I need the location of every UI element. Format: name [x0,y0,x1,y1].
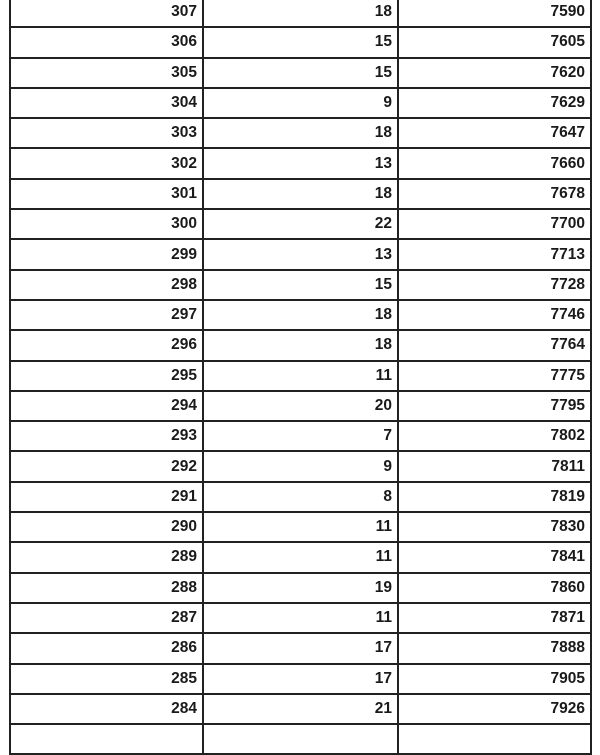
cell-col-2[interactable]: 7 [203,421,398,451]
cell-col-1[interactable]: 293 [10,421,203,451]
cell-col-3[interactable]: 7888 [398,633,591,663]
cell-col-3[interactable]: 7590 [398,0,591,27]
cell-col-3[interactable]: 7860 [398,573,591,603]
table-row [10,694,591,724]
cell-col-3[interactable]: 7802 [398,421,591,451]
cell-col-2[interactable]: 15 [203,27,398,57]
table-row [10,118,591,148]
cell-col-1[interactable]: 302 [10,148,203,178]
cell-col-3[interactable]: 7629 [398,88,591,118]
cell-col-1[interactable]: 306 [10,27,203,57]
cell-col-2[interactable]: 22 [203,209,398,239]
cell-col-2[interactable]: 11 [203,512,398,542]
cell-col-3[interactable]: 7700 [398,209,591,239]
cell-col-2[interactable]: 18 [203,330,398,360]
cell-col-1[interactable]: 292 [10,451,203,481]
cell-col-2[interactable]: 18 [203,118,398,148]
cell-col-2[interactable]: 19 [203,573,398,603]
cell-col-1[interactable]: 291 [10,482,203,512]
cell-col-3[interactable]: 7678 [398,179,591,209]
cell-col-3[interactable]: 7795 [398,391,591,421]
cell-col-1[interactable]: 304 [10,88,203,118]
cell-col-2[interactable]: 11 [203,361,398,391]
cell-col-2[interactable]: 17 [203,633,398,663]
table-row [10,633,591,663]
cell-col-3[interactable]: 7728 [398,270,591,300]
cell-col-1[interactable]: 298 [10,270,203,300]
cell-col-1[interactable]: 295 [10,361,203,391]
cell-col-2[interactable]: 18 [203,300,398,330]
table-row [10,603,591,633]
cell-col-1[interactable]: 301 [10,179,203,209]
cell-col-1[interactable]: 299 [10,239,203,269]
cell-col-1[interactable] [10,724,203,754]
cell-col-1[interactable]: 296 [10,330,203,360]
table-row [10,542,591,572]
cell-col-1[interactable]: 294 [10,391,203,421]
cell-col-3[interactable]: 7819 [398,482,591,512]
cell-col-3[interactable]: 7746 [398,300,591,330]
table-row [10,512,591,542]
table-row [10,179,591,209]
cell-col-2[interactable] [203,724,398,754]
table-row [10,724,591,754]
cell-col-1[interactable]: 297 [10,300,203,330]
cell-col-1[interactable]: 285 [10,664,203,694]
table-row [10,573,591,603]
cell-col-3[interactable]: 7871 [398,603,591,633]
table-row [10,300,591,330]
cell-col-2[interactable]: 17 [203,664,398,694]
cell-col-3[interactable]: 7647 [398,118,591,148]
cell-col-3[interactable] [398,724,591,754]
table-row [10,421,591,451]
cell-col-1[interactable]: 287 [10,603,203,633]
cell-col-3[interactable]: 7926 [398,694,591,724]
cell-col-1[interactable]: 289 [10,542,203,572]
cell-col-3[interactable]: 7811 [398,451,591,481]
cell-col-3[interactable]: 7620 [398,58,591,88]
table-row [10,27,591,57]
table-row [10,148,591,178]
cell-col-2[interactable]: 18 [203,0,398,27]
table-row [10,664,591,694]
cell-col-2[interactable]: 21 [203,694,398,724]
table-body [10,0,591,754]
cell-col-3[interactable]: 7764 [398,330,591,360]
cell-col-2[interactable]: 15 [203,270,398,300]
cell-col-3[interactable]: 7905 [398,664,591,694]
cell-col-1[interactable]: 307 [10,0,203,27]
cell-col-2[interactable]: 8 [203,482,398,512]
cell-col-2[interactable]: 9 [203,88,398,118]
table-row [10,451,591,481]
cell-col-1[interactable]: 284 [10,694,203,724]
cell-col-3[interactable]: 7841 [398,542,591,572]
cell-col-2[interactable]: 11 [203,603,398,633]
table-row [10,361,591,391]
cell-col-2[interactable]: 9 [203,451,398,481]
cell-col-3[interactable]: 7830 [398,512,591,542]
cell-col-2[interactable]: 13 [203,148,398,178]
cell-col-2[interactable]: 11 [203,542,398,572]
cell-col-1[interactable]: 290 [10,512,203,542]
cell-col-1[interactable]: 300 [10,209,203,239]
cell-col-2[interactable]: 20 [203,391,398,421]
table-row [10,0,591,27]
table-row [10,391,591,421]
spreadsheet-table [9,0,592,755]
cell-col-3[interactable]: 7605 [398,27,591,57]
table-row [10,330,591,360]
table-row [10,239,591,269]
table-row [10,209,591,239]
cell-col-2[interactable]: 18 [203,179,398,209]
cell-col-1[interactable]: 288 [10,573,203,603]
cell-col-1[interactable]: 305 [10,58,203,88]
table-row [10,482,591,512]
table-row [10,88,591,118]
cell-col-3[interactable]: 7775 [398,361,591,391]
cell-col-2[interactable]: 15 [203,58,398,88]
table-row [10,58,591,88]
cell-col-1[interactable]: 286 [10,633,203,663]
cell-col-1[interactable]: 303 [10,118,203,148]
cell-col-3[interactable]: 7713 [398,239,591,269]
cell-col-3[interactable]: 7660 [398,148,591,178]
cell-col-2[interactable]: 13 [203,239,398,269]
table-row [10,270,591,300]
